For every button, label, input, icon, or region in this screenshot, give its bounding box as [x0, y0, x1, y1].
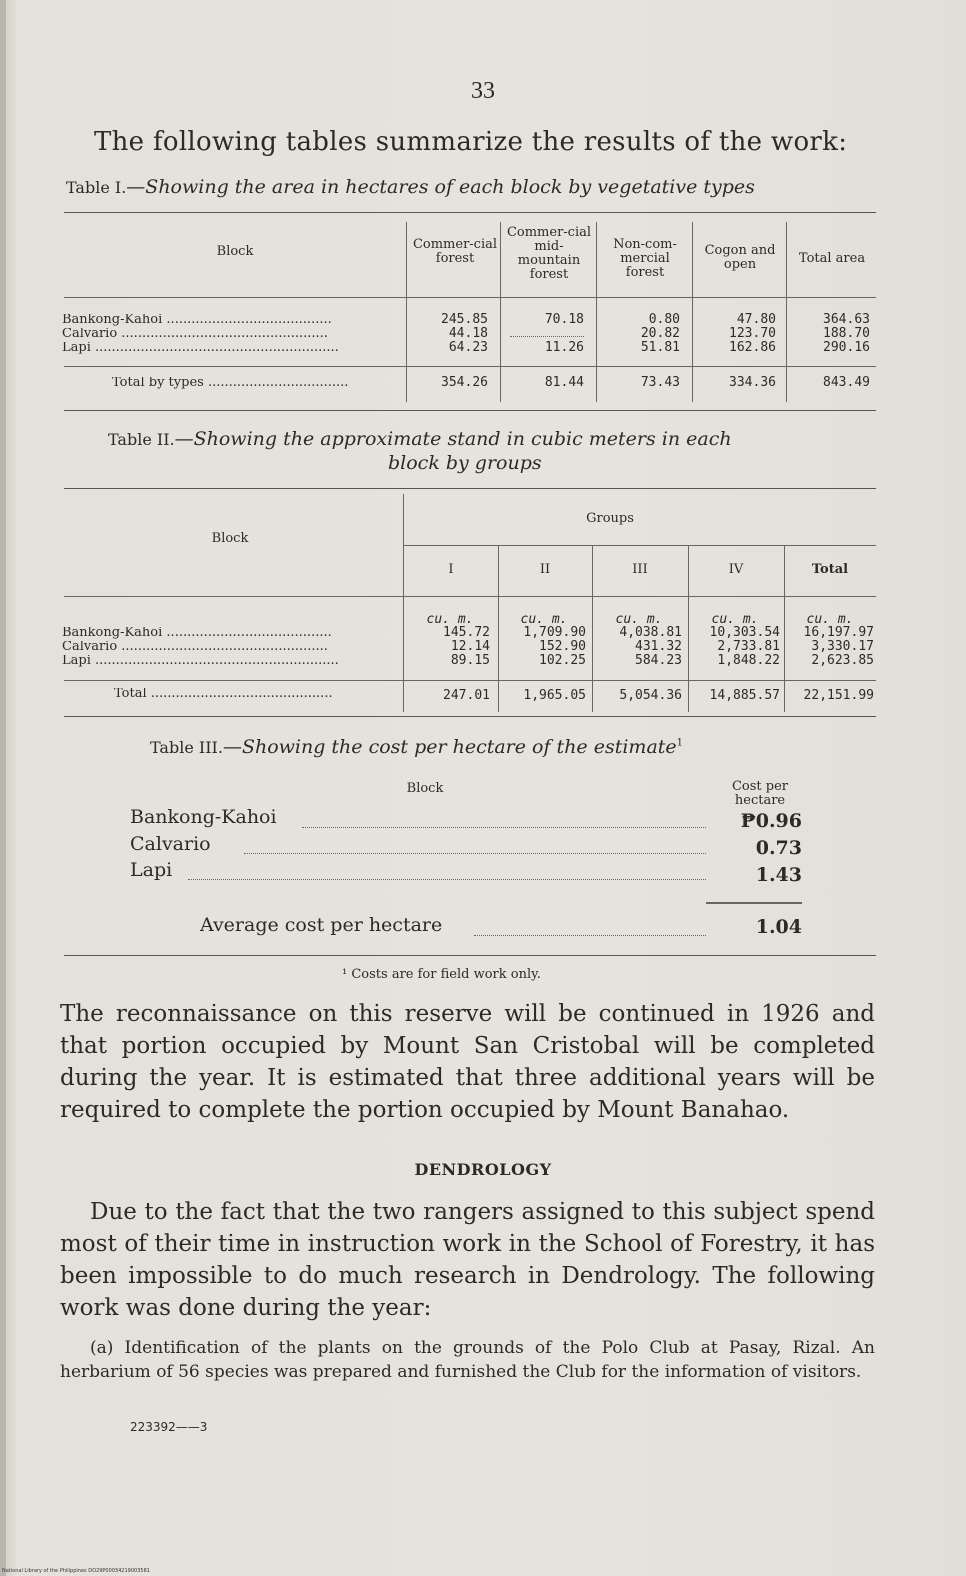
- table-cell: 64.23: [448, 340, 488, 355]
- table-cell: 11.26: [544, 340, 584, 355]
- table2-bottom-rule: [64, 716, 876, 717]
- intro-sentence: The following tables summarize the results of the work:: [94, 127, 848, 157]
- table3-row-label: Calvario: [130, 833, 211, 855]
- table2-unit: cu. m.: [806, 612, 854, 627]
- table-cell: 145.72: [443, 625, 490, 640]
- table-cell: 2,733.81: [717, 639, 780, 654]
- table1-header-commercial: Commer-cial forest: [412, 237, 498, 266]
- page-number: 33: [471, 78, 495, 104]
- table-cell: 20.82: [640, 326, 680, 341]
- table3-leader: [474, 935, 706, 936]
- table3-average-label: Average cost per hectare: [200, 914, 443, 936]
- table2-header-group-1: I: [448, 562, 454, 577]
- table3-bottom-rule: [64, 955, 876, 956]
- table3-cost: ₱0.96: [740, 810, 802, 832]
- table3-caption: Table III.—Showing the cost per hectare of the estimate$^1$: [150, 736, 684, 758]
- table-cell: 584.23: [635, 653, 682, 668]
- table3-leader: [302, 827, 706, 828]
- table2-header-total: Total: [811, 562, 849, 577]
- printer-signature: 223392——3: [130, 1420, 208, 1434]
- table1-total-label: Total by types ..................................: [112, 377, 349, 389]
- table-cell: 4,038.81: [619, 625, 682, 640]
- table1-header-total-area: Total area: [798, 251, 866, 266]
- table3-footnote: ¹ Costs are for field work only.: [342, 967, 541, 982]
- table-cell: 2,623.85: [811, 653, 874, 668]
- table-cell: 1,848.22: [717, 653, 780, 668]
- table1-top-rule: [64, 212, 876, 213]
- table-cell: 0.80: [648, 312, 680, 327]
- table2-caption: Table II.—Showing the approximate stand in cubic meters in each: [108, 428, 732, 450]
- table-cell: 152.90: [539, 639, 586, 654]
- table3-leader: [188, 879, 706, 880]
- list-item: (a) Identification of the plants on the grounds of the Polo Club at Pasay, Rizal. An herbarium of 56 species was prepared and furnished the Club for the information of visitors.: [60, 1338, 875, 1382]
- table-cell: 22,151.99: [803, 688, 874, 703]
- table-cell: 102.25: [539, 653, 586, 668]
- table-cell: 5,054.36: [619, 688, 682, 703]
- table1-vline: [692, 222, 693, 402]
- table3-average-value: 1.04: [755, 916, 802, 938]
- table-cell: 364.63: [823, 312, 870, 327]
- table2-top-rule: [64, 488, 876, 489]
- table2-header-group-2: II: [539, 562, 551, 577]
- table2-total-label: Total ............................................: [114, 688, 333, 700]
- table3-cost: 0.73: [755, 837, 802, 859]
- table3-header-cost: Cost per hectare: [731, 779, 789, 808]
- table1-vline: [500, 222, 501, 402]
- table-cell: 354.26: [441, 375, 488, 390]
- table1-caption: Table I.—Showing the area in hectares of each block by vegetative types: [66, 176, 755, 198]
- table1-header-block: Block: [216, 244, 254, 259]
- table-cell: 16,197.97: [803, 625, 874, 640]
- table-cell: 1,965.05: [523, 688, 586, 703]
- table-row-label: Bankong-Kahoi ........................................: [62, 314, 332, 326]
- table2-groups-rule: [403, 545, 876, 546]
- table2-unit: cu. m.: [711, 612, 759, 627]
- table2-header-group-4: IV: [728, 562, 744, 577]
- table-cell: 12.14: [450, 639, 490, 654]
- table2-header-block: Block: [211, 531, 249, 546]
- table-cell: 47.80: [736, 312, 776, 327]
- table1-total-rule: [64, 366, 876, 367]
- table3-leader: [244, 853, 706, 854]
- table-cell: 245.85: [441, 312, 488, 327]
- paragraph-reconnaissance: The reconnaissance on this reserve will be continued in 1926 and that portion occupied by Mount San Cristobal will be completed during the year. It is estimated that three additional years will be required to complete the portion occupied by Mount Banahao.: [60, 1001, 875, 1123]
- table1-header-mid-mountain: Commer-cial mid-mountain forest: [506, 225, 592, 282]
- table2-header-rule: [64, 596, 876, 597]
- table-row-label: Bankong-Kahoi ........................................: [62, 627, 332, 639]
- table1-header-cogon: Cogon and open: [704, 243, 776, 272]
- table2-total-rule: [64, 680, 876, 681]
- table2-unit: cu. m.: [426, 612, 474, 627]
- table1-header-non-commercial: Non-com-mercial forest: [613, 237, 677, 280]
- table2-unit: cu. m.: [615, 612, 663, 627]
- table1-vline: [596, 222, 597, 402]
- archive-credit: National Library of the Philippines DO29P00034219003581: [2, 1568, 150, 1574]
- table3-row-label: Lapi: [130, 859, 173, 881]
- table-cell: 51.81: [640, 340, 680, 355]
- table3-row-label: Bankong-Kahoi: [130, 806, 277, 828]
- page-binding-edge: [0, 0, 6, 1576]
- table-cell: 73.43: [640, 375, 680, 390]
- paragraph-dendrology: Due to the fact that the two rangers assigned to this subject spend most of their time in instruction work in the School of Forestry, it has been impossible to do much research in Dendrology. The following work was done during the year:: [60, 1199, 875, 1321]
- table-cell-leader: [510, 336, 584, 337]
- section-heading-dendrology: DENDROLOGY: [414, 1160, 552, 1179]
- table-cell: 1,709.90: [523, 625, 586, 640]
- table-cell: 70.18: [544, 312, 584, 327]
- table2-header-group-3: III: [632, 562, 648, 577]
- table1-vline: [786, 222, 787, 402]
- table1-bottom-rule: [64, 410, 876, 411]
- table-cell: 14,885.57: [709, 688, 780, 703]
- table2-unit: cu. m.: [520, 612, 568, 627]
- table-cell: 89.15: [450, 653, 490, 668]
- table-cell: 44.18: [448, 326, 488, 341]
- table-row-label: Calvario ..................................................: [62, 641, 328, 653]
- table3-cost: 1.43: [755, 864, 802, 886]
- table-cell: 10,303.54: [709, 625, 780, 640]
- table-row-label: Calvario ..................................................: [62, 328, 328, 340]
- table2-caption-line2: block by groups: [388, 452, 542, 474]
- table3-header-block: Block: [406, 781, 444, 796]
- table-cell: 843.49: [823, 375, 870, 390]
- table-cell: 81.44: [544, 375, 584, 390]
- table-row-label: Lapi ...........................................................: [62, 342, 339, 354]
- table-cell: 123.70: [729, 326, 776, 341]
- table1-vline: [406, 222, 407, 402]
- table-row-label: Lapi ...........................................................: [62, 655, 339, 667]
- table-cell: 334.36: [729, 375, 776, 390]
- table2-header-groups: Groups: [586, 511, 634, 526]
- table-cell: 188.70: [823, 326, 870, 341]
- table-cell: 3,330.17: [811, 639, 874, 654]
- table3-sum-rule: [706, 902, 802, 904]
- table1-header-rule: [64, 297, 876, 298]
- table-cell: 162.86: [729, 340, 776, 355]
- table-cell: 431.32: [635, 639, 682, 654]
- table-cell: 247.01: [443, 688, 490, 703]
- table-cell: 290.16: [823, 340, 870, 355]
